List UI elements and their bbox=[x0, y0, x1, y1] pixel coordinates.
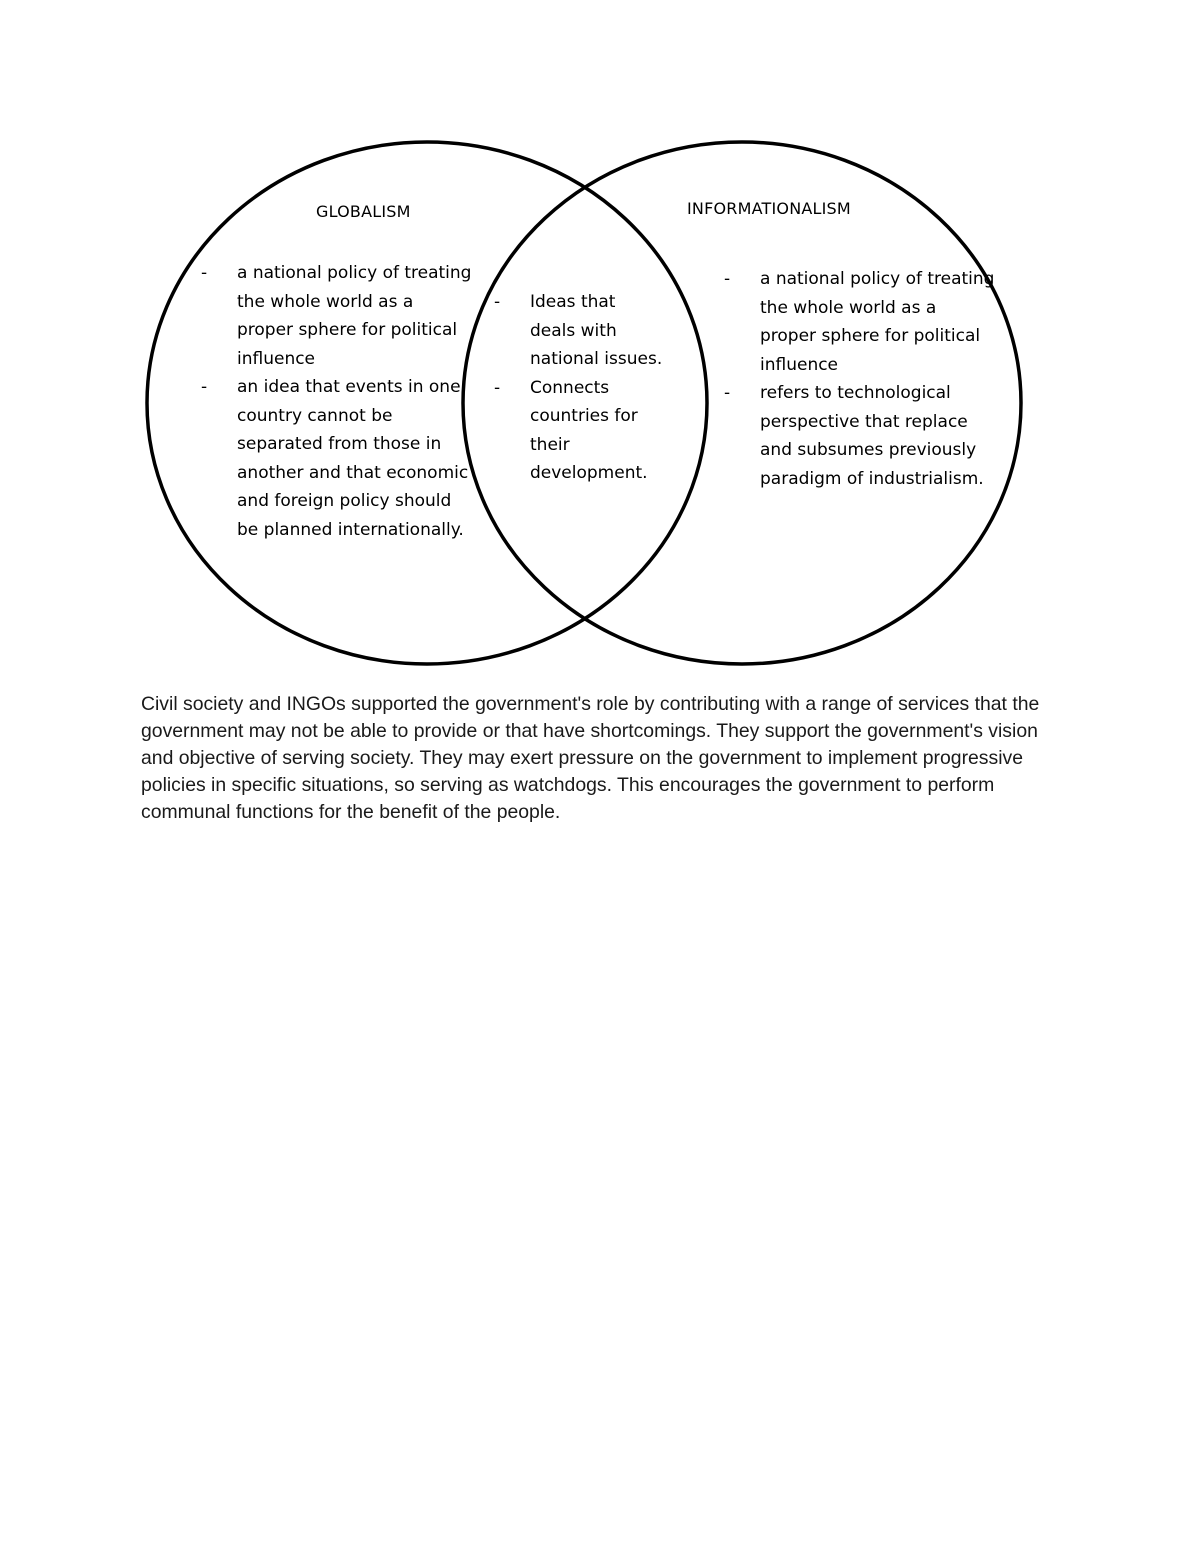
shared-item-text: Connects countries for their development. bbox=[530, 377, 648, 483]
globalism-item-text: a national policy of treating the whole world as a proper sphere for political influence bbox=[237, 263, 472, 369]
informationalism-title: INFORMATIONALISM bbox=[687, 199, 851, 218]
bullet-dash: - bbox=[724, 383, 731, 403]
informationalism-item bbox=[724, 379, 1024, 493]
bullet-dash: - bbox=[724, 269, 731, 289]
shared-list bbox=[494, 288, 694, 488]
bullet-dash: - bbox=[201, 377, 208, 397]
bullet-dash: - bbox=[494, 377, 501, 398]
informationalism-item-text: a national policy of treating the whole world as a proper sphere for political influence bbox=[760, 269, 995, 375]
shared-item-text: Ideas that deals with national issues. bbox=[530, 292, 663, 369]
globalism-item-text: an idea that events in one country cannot be separated from those in another and that economic and foreign policy should be planned internationally. bbox=[237, 377, 469, 540]
globalism-title: GLOBALISM bbox=[316, 202, 411, 221]
globalism-item bbox=[201, 373, 501, 544]
bullet-dash: - bbox=[201, 263, 208, 283]
globalism-list bbox=[201, 259, 501, 544]
informationalism-list bbox=[724, 265, 1024, 493]
informationalism-item bbox=[724, 265, 1024, 379]
shared-item bbox=[494, 288, 694, 374]
globalism-item bbox=[201, 259, 501, 373]
shared-item bbox=[494, 374, 694, 488]
body-paragraph: Civil society and INGOs supported the government's role by contributing with a range of services that the government may not be able to provide or that have shortcomings. They support the government's vision and objective of serving society. They may exert pressure on the government to implement progressive policies in specific situations, so serving as watchdogs. This encourages the government to perform communal functions for the benefit of the people. bbox=[141, 693, 1040, 823]
informationalism-item-text: refers to technological perspective that replace and subsumes previously paradigm of industrialism. bbox=[760, 383, 984, 489]
bullet-dash: - bbox=[494, 292, 501, 312]
